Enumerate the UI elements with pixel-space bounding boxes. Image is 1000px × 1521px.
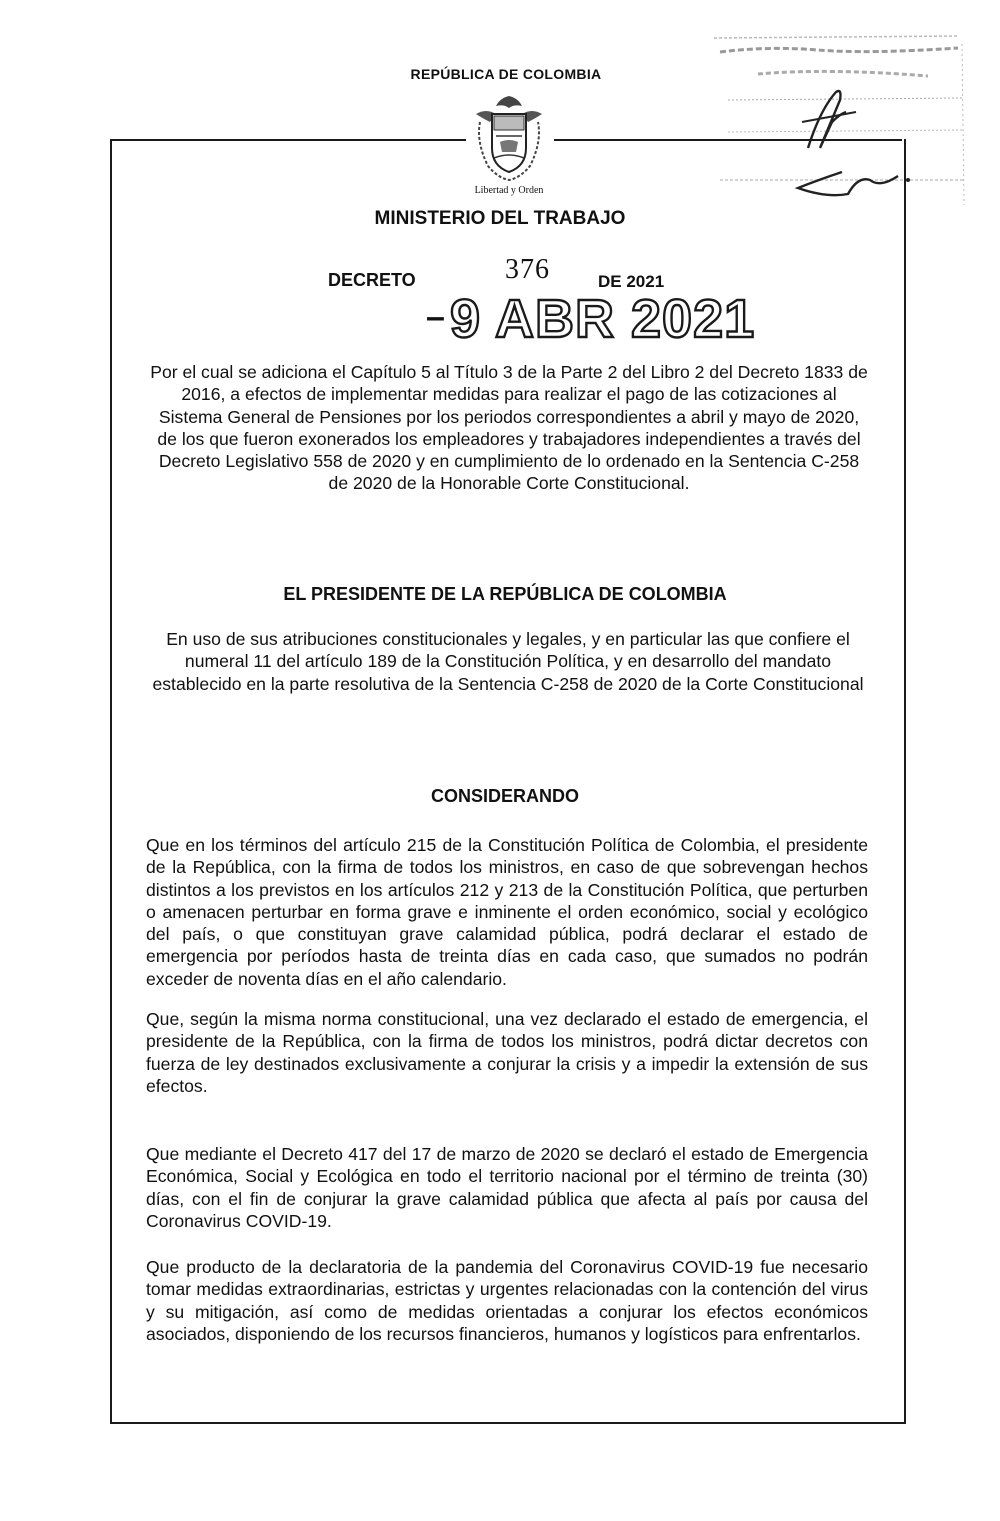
decree-number: 376 — [505, 254, 550, 285]
considerando-paragraph: Que, según la misma norma constitucional, una vez declarado el estado de emergencia, el presidente de la República, con la firma de todos los ministros, podrá dictar decretos con fuerza de ley destinados exclusivamente a conjurar la crisis y a impedir la extensión de sus efectos. — [146, 1009, 868, 1096]
date-dash: – — [426, 298, 445, 336]
ministry-title: MINISTERIO DEL TRABAJO — [374, 208, 626, 229]
authority-text: En uso de sus atribuciones constitucionales y legales, y en particular las que confiere el numeral 11 del artículo 189 de la Constitución Política, y en desarrollo del mandato establecido en la parte resolutiva de la Sentencia C-258 de 2020 de la Corte Constitucional — [152, 629, 864, 694]
decree-label: DECRETO — [328, 270, 416, 290]
considerando-heading: CONSIDERANDO — [430, 786, 579, 806]
authority-heading: EL PRESIDENTE DE LA REPÚBLICA DE COLOMBIA — [283, 584, 727, 604]
decree-date-stamp: 9 ABR 2021 — [450, 289, 756, 349]
decree-year: DE 2021 — [598, 272, 665, 291]
considerando-paragraph: Que en los términos del artículo 215 de la Constitución Política de Colombia, el presidente de la República, con la firma de todos los ministros, en caso de que sobrevengan hechos distintos a los previstos en los artículos 212 y 213 de la Constitución Política, que perturben o amenacen perturbar en forma grave e inminente el orden económico, social y ecológico del país, o que constituyan grave calamidad pública, podrá declarar el estado de emergencia por períodos hasta de treinta días en cada caso, que sumados no podrán exceder de noventa días en el año calendario. — [146, 835, 868, 989]
motto: Libertad y Orden — [474, 185, 544, 196]
country-header: REPÚBLICA DE COLOMBIA — [410, 66, 602, 82]
considerando-paragraph: Que producto de la declaratoria de la pandemia del Coronavirus COVID-19 fue necesario tomar medidas extraordinarias, estrictas y urgentes relacionadas con la contención del virus y su mitigación, así como de medidas orientadas a conjurar los efectos económicos asociados, disponiendo de los recursos financieros, humanos y logísticos para enfrentarlos. — [146, 1257, 868, 1344]
decree-summary: Por el cual se adiciona el Capítulo 5 al Título 3 de la Parte 2 del Libro 2 del Decreto 1833 de 2016, a efectos de implementar medidas para realizar el pago de las cotizaciones al Sistema General de Pensiones por los periodos correspondientes a abril y mayo de 2020, de los que fueron exonerados los empleadores y trabajadores independientes a través del Decreto Legislativo 558 de 2020 y en cumplimiento de lo ordenado en la Sentencia C-258 de 2020 de la Honorable Corte Constitucional. — [150, 362, 868, 494]
considerando-paragraph: Que mediante el Decreto 417 del 17 de marzo de 2020 se declaró el estado de Emergencia Económica, Social y Ecológica en todo el territorio nacional por el término de treinta (30) días, con el fin de conjurar la grave calamidad pública que afecta al país por causa del Coronavirus COVID-19. — [146, 1144, 868, 1231]
